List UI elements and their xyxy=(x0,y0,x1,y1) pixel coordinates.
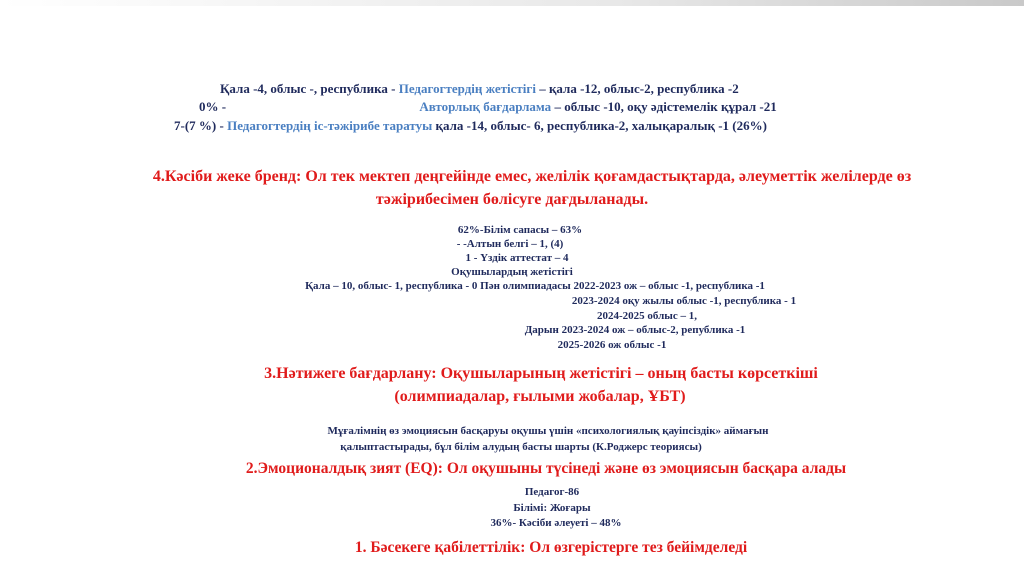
highlight-teacher-achievements: Педагогтердің жетістігі xyxy=(398,81,536,96)
emotion-management-line2: қалыптастырады, бұл білім алудың басты шарты (К.Роджерс теориясы) xyxy=(340,441,702,453)
heading-results-orientation-line2: (олимпиадалар, ғылыми жобалар, ҰБТ) xyxy=(394,388,686,405)
students-achievements-title: Оқушылардың жетістігі xyxy=(451,266,573,278)
achievement-line-teachers xyxy=(220,81,739,97)
highlight-author-program: Авторлық бағдарлама xyxy=(419,99,552,114)
olympiad-2023-2024: 2023-2024 оқу жылы облыс -1, республика - 1 xyxy=(571,295,797,307)
olympiad-results-line: Қала – 10, облыс- 1, республика - 0 Пән олимпиадасы 2022-2023 ож – облыс -1, республика -1 xyxy=(305,280,765,292)
olympiad-2024-2025: 2024-2025 облыс – 1, xyxy=(596,310,698,322)
emotion-management-line1: Мұғалімнің өз эмоциясын басқаруы оқушы үшін «психологиялық қауіпсіздік» аймағын xyxy=(327,425,769,437)
heading-professional-brand-line2: тәжірибесімен бөлісуге дағдыланады. xyxy=(375,191,649,208)
heading-professional-brand-line1: 4.Кәсіби жеке бренд: Ол тек мектеп деңгейінде емес, желілік қоғамдастықтарда, әлеуметтік желілерде өз xyxy=(152,168,912,185)
highlight-experience-sharing: Педагогтердің іс-тәжірибе таратуы xyxy=(227,118,433,133)
slide-top-bar xyxy=(0,0,1024,6)
stat-teachers-count: Педагог-86 xyxy=(524,486,580,498)
stat-knowledge-quality: 62%-Білім сапасы – 63% xyxy=(457,224,583,236)
stat-education-level: Білімі: Жоғары xyxy=(513,502,591,514)
stat-gold-badge: - -Алтын белгі – 1, (4) xyxy=(456,238,564,250)
achievement-line-experience xyxy=(174,118,767,134)
text-segment: 7-(7 %) - xyxy=(174,118,228,133)
stat-professional-potential: 36%- Кәсіби әлеуеті – 48% xyxy=(490,517,622,529)
text-segment: – қала -12, облыс-2, республика -2 xyxy=(535,81,739,96)
heading-emotional-intelligence: 2.Эмоционалдық зият (EQ): Ол оқушыны түсінеді және өз эмоциясын басқара алады xyxy=(245,460,847,477)
olympiad-2025-2026: 2025-2026 ож облыс -1 xyxy=(557,339,667,351)
heading-results-orientation-line1: 3.Нәтижеге бағдарлану: Оқушыларының жетістігі – оның басты көрсеткіші xyxy=(264,365,818,382)
daryn-2023-2024: Дарын 2023-2024 ож – облыс-2, република -1 xyxy=(524,324,746,336)
stat-excellent-certificate: 1 - Үздік аттестат – 4 xyxy=(465,252,569,264)
achievement-line-author-program xyxy=(199,99,777,115)
text-segment: Қала -4, облыс -, республика - xyxy=(220,81,399,96)
text-segment: қала -14, облыс- 6, республика-2, халықаралық -1 (26%) xyxy=(432,118,767,133)
heading-competitiveness: 1. Бәсекеге қабілеттілік: Ол өзгерістерге тез бейімделеді xyxy=(354,539,748,556)
text-segment: – облыс -10, оқу әдістемелік құрал -21 xyxy=(551,99,777,114)
text-segment: 0% - xyxy=(199,99,230,114)
